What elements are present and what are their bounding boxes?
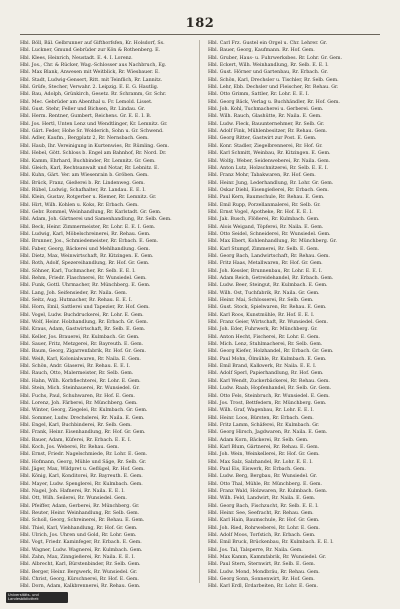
left-column-entry: Hbl. Dorn, Adam, Kalkbrennerei, Rr. Rehau. Gem. [20, 584, 141, 590]
right-column-entry: Hbl. Mich. Lenz, Stuhlmacherei, Rr. Selb. Gem. [208, 342, 323, 348]
right-column [208, 40, 384, 590]
left-column-entry: Hbl. Jos. Hertl, Unten Lenz und Wendtlinger, Kr. Lemnitz. Gr. [20, 121, 168, 127]
left-column-entry: Hbl. Haub, Ihr. Vereinigung in Kurtenwies, Rr. Rümling. Gem. [20, 143, 169, 149]
left-column-entry: Hbl. Söhner, Karl, Tuchmacher, Rr. Selb. E. E. I. [20, 268, 136, 274]
right-column-entry: Hbl. Karl Erdl, Erdarbeiten, Rr. Lohr. E. Gem. [208, 584, 319, 590]
left-column-entry: Hbl. Christ, Georg, Kürschnerei, Rr. Hof. E. Gem. [20, 577, 139, 583]
left-column-entry: Hbl. Schön, Andr. Glaserei, Rr. Rehau. E. E. I. [20, 364, 131, 370]
right-column-entry: Hbl. Joh. Kessler, Brunnenbau, Rr. Lohr. E. E. I. [208, 268, 323, 274]
right-column-entry: Hbl. Karl Roos, Kunstmühle, Rr. Hof. E. E. I. [208, 312, 315, 318]
right-column-entry: Hbl. Max Kamm, Kammfabrik, Rr. Wunsiedel. Gr. [208, 555, 327, 561]
left-column-entry: Hbl. Hofmann, Georg, Mühle und Säge, Rr. Selb. Gr. [20, 459, 147, 465]
library-stamp [6, 592, 68, 603]
left-column-entry: Hbl. Hebel, Gött. Schloss b. Engel am Bahnhof, Rr. Nord. Dr. [20, 151, 167, 157]
left-column-entry: Hbl. Brunner, Jos., Schmiedemeister, Rr. Erbach. E. Gem. [20, 239, 159, 245]
left-column-entry: Hbl. Vogt, Friedr. Kaminfeger, Rr. Erbach. E. Gem. [20, 540, 142, 546]
left-column-entry: Hbl. Jäger, Max, Wildpret u. Geflügel, Rr. Hof. Gem. [20, 466, 145, 472]
right-column-entry: Hbl. Joh. Wein, Weinkellerei, Rr. Hof. Gr. Gem. [208, 452, 320, 458]
left-column-entry: Hbl. Keller, Jos. Brauerei, Rr. Kulmbach. Gr. Gem. [20, 334, 140, 340]
right-column-entry: Hbl. Adam Reich, Getreidehandel, Rr. Erbach. Gem. [208, 276, 334, 281]
left-column-entry: Hbl. Bauer, Adam, Küferei, Rr. Erbach. E. E. I. [20, 437, 132, 443]
left-column-entry: Hbl. Ernst, Friedr. Nagelschmiede, Rr. Lohr. E. Gem. [20, 452, 148, 458]
left-column-entry: Hbl. Thiel, Karl, Viehhandlung, Rr. Hof. Gr. Gem. [20, 525, 138, 531]
right-column-entry: Hbl. Joh. Kohl, Tuchmacherei u. Gerberei. Gem. [208, 107, 324, 113]
right-column-entry: Hbl. Max Salz, Salzhandel, Rr. Lohr. E. E. I. [208, 459, 313, 465]
right-column-entry: Hbl. Paul Eis, Eiswerk, Rr. Erbach. Gem. [208, 466, 306, 472]
right-column-entry: Hbl. Jak. Busch, Flößerei, Rr. Kulmbach. Gem. [208, 217, 320, 223]
right-column-entry: Hbl. Franz Geier, Wirtschaft, Rr. Wunsiedel. Gem. [208, 320, 329, 326]
left-column-entry: Hbl. Ott, Wilh. Seilerei, Rr. Wunsiedel. Gem. [20, 496, 127, 502]
left-column-entry: Hbl. Jos., Chr. & Rücker, Wag.-Schlosser aus Nachbruch, Eg. [20, 63, 167, 69]
right-column-entry: Hbl. Karl Wendt, Zuckerbäckerei, Rr. Rehau. Gem. [208, 378, 330, 384]
right-column-entry: Hbl. Paul Mohn, Ölmühle, Rr. Kulmbach. E. Gem. [208, 356, 327, 362]
right-column-entry: Hbl. Georg Bäck, Verlag u. Buchhändler, Rr. Hof. Gem. [208, 99, 340, 105]
right-column-entry: Hbl. Ludw. Raab, Hopfenhandel, Rr. Selb. Gr. Gem. [208, 386, 332, 392]
right-column-entry: Hbl. Fritz Lamm, Schäferei, Rr. Kulmbach. Gr. [208, 422, 320, 428]
right-column-entry: Hbl. Gust. Stock, Spielwaren, Rr. Rehau. E. Gem. [208, 305, 327, 311]
right-column-entry: Hbl. Carl Frz. Gustel ein Orgel u. Chr. Lehrer. Gr. [208, 41, 328, 46]
right-column-entry: Hbl. Wilh. Rauch, Glashütte, Rr. Naila. E. Gem. [208, 114, 322, 120]
left-column-entry: Hbl. Winter, Georg, Ziegelei, Rr. Kulmbach. Gr. Gem. [20, 408, 148, 414]
right-column-entry: Hbl. Karl Hain, Baumschule, Rr. Hof. Gr. Gem. [208, 518, 320, 524]
column-divider [199, 40, 200, 583]
left-column-entry: Hbl. Ludwig, Karl, Möbelschreinerei, Rr. Rehau. Gem. [20, 231, 151, 237]
left-column-entry: Hbl. Böll, Bäl. Gelbrunner auf Gifthorfsfen, Kr. Holsdorf, Ss. [20, 41, 165, 46]
right-column-entry: Hbl. Ludw. Fleck, Bauunternehmer, Rr. Selb. Gr. [208, 121, 325, 127]
left-column-entry: Hbl. Klein, Gustav, Rotgerber u. Riemer, Rr. Lemnitz. Gr. [20, 195, 157, 201]
left-column-entry: Hbl. Beck, Heinr. Zimmermeister, Rr. Lohr. E. E. I. Gem. [20, 224, 156, 230]
right-column-entry: Hbl. Anton Hecht, Fischerei, Rr. Lohr. E. Gem. [208, 334, 320, 340]
right-column-entry: Hbl. Georg Bach, Landwirtschaft, Rr. Rehau. Gem. [208, 253, 330, 259]
left-column-entry: Hbl. Mayer, Ludw. Spenglerei, Rr. Kulmbach. Gem. [20, 481, 143, 487]
right-column-entry: Hbl. Ludw. Berg, Bergbau, Rr. Wunsiedel. Gr. [208, 474, 318, 480]
right-column-entry: Hbl. Georg Hirsch, Jagdwaren, Rr. Naila. E. Gem. [208, 430, 328, 436]
left-column-entry: Hbl. Gust. Stehr, Feller und Bichsen, Rr. Lindau. Gr. [20, 107, 146, 113]
right-column-entry: Hbl. Franz Mohr, Tabakwaren, Rr. Hof. Gem. [208, 173, 316, 179]
left-column-entry: Hbl. Mec. Gebrüder am Abenthal u. Fr. Lemold. Lisset. [20, 99, 153, 105]
left-column-entry: Hbl. Klees, Heinrich, Neustadt. E. 4. I. Lorenz. [20, 55, 133, 61]
right-column-entry: Hbl. Otto Grimm, Sattler, Rr. Lohr. E. E. I. [208, 92, 309, 98]
left-column-entry: Hbl. Faber, Georg, Bäckerei und Mehlhandlung. Gem. [20, 246, 150, 252]
left-column-entry: Hbl. Ulrich, Jos. Uhren und Gold, Rr. Lohr. Gem. [20, 533, 137, 539]
right-column-entry: Hbl. Emil Rupp, Porzellanmalerei, Rr. Selb. Gr. [208, 202, 321, 208]
right-column-entry: Hbl. Joh. Ried, Rohrweberei, Rr. Lohr. E. Gem. [208, 525, 320, 531]
right-column-entry: Hbl. Otto Seidel, Schneiderei, Rr. Wunsiedel. Gem. [208, 231, 331, 237]
left-column-entry: Hbl. Kamm, Ehrhard, Buchbinder, Rr. Lemnitz. Gr. Gem. [20, 158, 156, 164]
left-column-entry: Hbl. Seitz, Aug. Hutmacher, Rr. Rehau. E. E. I. [20, 298, 133, 304]
right-column-entry: Hbl. Karl Blum, Gärtnerei, Rr. Rehau. E. Gem. [208, 444, 320, 450]
left-column-entry: Hbl. Stein, Mich. Steinhauerei, Rr. Wunsiedel. Gr. [20, 386, 140, 392]
right-column-entry: Hbl. Heinr. Loos, Bürsten, Rr. Erbach. Gem. [208, 415, 314, 421]
right-column-entry: Hbl. Gust. Hörner und Gartenbau, Rr. Erbach. Gr. [208, 70, 328, 76]
left-column-entry: Hbl. Herm. Rentner, Gumbert, Reichens. Gr. E. E. I. B. [20, 114, 152, 120]
right-column-entry: Hbl. Georg Ritter, Gastwirt zur Post. E. Gem. [208, 136, 317, 142]
right-column-entry: Hbl. Heinr. Jung, Lederhandlung, Rr. Lohr. Gr. Gem. [208, 180, 334, 186]
left-column-entry: Hbl. Gleich, Karl, Rechtsanwalt und Notar, Rr. Lebnitz. E. [20, 165, 160, 171]
left-column-entry: Hbl. Wagner, Ludw. Wagnerei, Rr. Kulmbach. Gem. [20, 547, 143, 553]
left-column-entry: Hbl. Roth, Adolf, Spezereihandlung, Rr. Hof. Gr. Gem. [20, 261, 150, 267]
left-column-entry: Hbl. Pfeiffer, Adam, Gerberei, Rr. Münchberg. Gr. [20, 503, 140, 509]
right-column-entry: Hbl. Wolfg. Weber, Seidenweberei, Rr. Naila. Gem. [208, 158, 331, 164]
left-column-entry: Hbl. Scholl, Georg, Schreinerei, Rr. Rehau. E. Gem. [20, 518, 145, 524]
right-column-entry: Hbl. Heinr. See, Seefracht, Rr. Rehau. Gem. [208, 511, 314, 516]
right-column-entry: Hbl. Anton Lutz, Holzschnitzerei, Rr. Selb. E. E. I. [208, 165, 329, 171]
left-column-entry: Hbl. Kraus, Adam, Gastwirtschaft, Rr. Selb. E. Gem. [20, 327, 146, 333]
right-column-entry: Hbl. Gruber, Haus- u. Fuhrwerksbes. Rr. Lohr. Gr. Gem. [208, 55, 342, 61]
right-column-entry: Hbl. Konr. Stadler, Ziegelbrennerei, Rr. Hof. Gr. [208, 143, 323, 149]
right-column-entry: Hbl. Schön, Karl, Drechsler u. Tischler, Rr. Selb. Gem. [208, 77, 339, 83]
right-column-entry: Hbl. Ludw. Mond, Mondbräu, Rr. Rehau. Gem. [208, 569, 320, 575]
right-column-entry: Hbl. Oskar Diehl, Eisengießerei, Rr. Erbach. Gem. [208, 187, 329, 193]
right-column-entry: Hbl. Adolf Moos, Torfstich, Rr. Erbach. Gem. [208, 533, 316, 539]
right-column-entry: Hbl. Max Ebert, Kohlenhandlung, Rr. Münchberg. Gr. [208, 239, 337, 245]
right-column-entry: Hbl. Joh. Eder, Fuhrwerk, Rr. Münchberg. Gr. [208, 327, 318, 333]
left-column-entry: Hbl. Kuhn, Gärt. Ver. am Wiesenrain b. Gröben. Gem. [20, 173, 149, 179]
right-column-entry: Hbl. Wilh. Feld, Landwirt, Rr. Naila. E. Gem. [208, 496, 316, 502]
left-column-entry: Hbl. Funk, Gottl. Uhrmacher, Rr. Münchberg. E. Gem. [20, 283, 151, 289]
right-column-entry: Hbl. Wilh. Ost, Tuchfabrik, Rr. Naila. Gr. Gem. [208, 290, 320, 296]
right-column-entry: Hbl. Wilh. Graf, Wagenbau, Rr. Lohr. E. E. I. [208, 408, 314, 414]
right-column-entry: Hbl. Emil Bruck, Brückenbau, Rr. Kulmbach. E. E. I. [208, 540, 334, 546]
left-column-entry: Hbl. König, Karl, Konditorei, Rr. Bayreuth. E. Gem. [20, 474, 143, 480]
library-stamp-line2: Landesbibliothek [8, 597, 39, 602]
library-stamp-line1: Universitäts- und [8, 592, 39, 597]
right-column-entry: Hbl. Otto Thal, Mühle, Rr. Münchberg. E. Gem. [208, 481, 323, 487]
right-column-entry: Hbl. Heinr. Mai, Schlosserei, Rr. Selb. Gem. [208, 298, 314, 304]
left-column-entry: Hbl. Rehm, Friedr. Flaschnerei, Rr. Wunsiedel. Gem. [20, 276, 147, 281]
header-rule [20, 34, 380, 35]
left-column-entry: Hbl. Nagel, Joh. Hafnerei, Rr. Naila. E. E. I. [20, 488, 125, 494]
left-column-entry: Hbl. Koch, Jos. Weberei, Rr. Rehau. Gem. [20, 444, 120, 450]
right-column-entry: Hbl. Jos. Trost, Bettfedern, Rr. Münchberg. Gem. [208, 400, 327, 406]
left-column-entry: Hbl. Stadt, Ludwig-Gensert, Ritt. mit Teinflich, Rr. Lannitz. [20, 77, 163, 83]
right-column-entry: Hbl. Georg Bach, Fischzucht, Rr. Selb. E. E. I. [208, 503, 319, 509]
right-column-entry: Hbl. Karl Stumpf, Zimmerei, Rr. Selb. E. Gem. [208, 246, 320, 252]
right-column-entry: Hbl. Emil Brand, Kalkwerk, Rr. Naila. E. E. I. [208, 364, 317, 370]
right-column-entry: Hbl. Paul Stern, Sternwirt, Rr. Selb. E. Gem. [208, 562, 316, 568]
left-column-entry: Hbl. Hahn, Wilh. Korbflechterei, Rr. Lohr. E. Gem. [20, 378, 141, 384]
left-column-entry: Hbl. Brück, Franz, Gießerei b. Rr. Lindenweg. Gem. [20, 180, 145, 186]
left-column-entry: Hbl. Luckner, Gmund Gebrüder zur Kön & Rothenberg. E. [20, 48, 161, 54]
right-column-entry: Hbl. Georg Kiefer, Holzhandel, Rr. Erbach. Gr. Gem. [208, 349, 334, 355]
right-column-entry: Hbl. Adolf Sperl, Papierhandlung, Rr. Hof. Gem. [208, 371, 324, 377]
right-column-entry: Hbl. Otto Fels, Steinbruch, Rr. Wunsiedel. E. Gem. [208, 393, 330, 399]
right-column-entry: Hbl. Adam Korn, Bäckerei, Rr. Selb. Gem. [208, 437, 309, 443]
left-column-entry: Hbl. Lorenz, Joh. Färberei, Rr. Münchberg. Gem. [20, 400, 138, 406]
right-column-entry: Hbl. Franz Wald, Holzwaren, Rr. Kulmbach. Gem. [208, 488, 328, 494]
left-column-entry: Hbl. Fuchs, Paul, Schuhwaren, Rr. Hof. E. Gem. [20, 393, 135, 399]
left-column-entry: Hbl. Horn, Emil, Sattlerei und Tapezier, Rr. Hof. Gem. [20, 305, 150, 311]
left-column-entry: Hbl. Gärt. Feder, Hohe Sr. Wolderich, Sohn u. Gr. Schwend. [20, 129, 164, 135]
left-column-entry: Hbl. Dietz, Max, Weinwirtschaft, Rr. Kitzingen. E. Gem. [20, 253, 154, 259]
left-column-entry: Hbl. Baum, Georg, Zigarrenfabrik, Rr. Hof. Gr. Gem. [20, 349, 146, 355]
left-column-entry: Hbl. Berger, Heinr. Bergwerk, Rr. Wunsiedel. Gr. [20, 569, 138, 575]
left-column-entry: Hbl. Sauer, Fritz, Metzgerei, Rr. Bayreuth. E. Gem. [20, 342, 144, 348]
left-column-entry: Hbl. Adam, Joh. Gärtnerei und Samenhandlung, Rr. Selb. Gem. [20, 217, 172, 223]
left-column [20, 40, 196, 590]
right-column-entry: Hbl. Karl Schmitt, Weinbau, Rr. Kitzingen. E. Gem. [208, 151, 331, 157]
left-column-entry: Hbl. Adler, Kaufm., Bergplatz 2, Rr. Nernsbach. Gem. [20, 136, 149, 142]
left-column-entry: Hbl. Engel, Karl, Buchbinderei, Rr. Selb. Gem. [20, 422, 132, 428]
left-column-entry: Hbl. Lang, Joh. Seifensieder, Rr. Naila. Gem. [20, 290, 128, 296]
left-column-entry: Hbl. Frank, Heinr. Eisenhandlung, Rr. Hof. Gr. Gem. [20, 430, 146, 436]
left-column-entry: Hbl. Hirt, Wilh. Kohlen u. Koks, Rr. Erbach. Gem. [20, 202, 139, 208]
left-column-entry: Hbl. Vogel, Ludw. Buchdruckerei, Rr. Lohr. E. Gem. [20, 312, 144, 318]
right-column-entry: Hbl. Ernst Vogel, Apotheke, Rr. Hof. E. E. I. [208, 209, 313, 215]
left-column-entry: Hbl. Sommer, Ludw. Drechslerei, Rr. Naila. E. Gem. [20, 415, 145, 421]
right-column-entry: Hbl. Paul Kern, Baumschule, Rr. Rehau. E. Gem. [208, 195, 325, 201]
right-column-entry: Hbl. Georg Sonn, Sonnenwirt, Rr. Hof. Gem. [208, 577, 315, 583]
left-column-entry: Hbl. Rauch, Otto, Malermeister, Rr. Selb. Gem. [20, 371, 134, 377]
left-column-entry: Hbl. Weiß, Karl, Kolonialwaren, Rr. Naila. E. Gem. [20, 356, 141, 362]
left-column-entry: Hbl. Albrecht, Karl, Bürstenbinder, Rr. Selb. Gem. [20, 562, 141, 568]
page-number: 182 [185, 16, 215, 31]
right-column-entry: Hbl. Lehr, Ebb. Dechsler und Fleischer, Rr. Rehau. Gr. [208, 85, 339, 91]
left-column-entry: Hbl. Zahn, Max, Zinngießerei, Rr. Naila. E. E. I. [20, 555, 135, 561]
left-column-entry: Hbl. Reuter, Heinr. Weinhandlung, Rr. Selb. Gem. [20, 511, 140, 516]
right-column-entry: Hbl. Ludw. Beer, Steingut, Rr. Kulmbach. E. Gem. [208, 283, 328, 289]
right-column-entry: Hbl. Fritz Haas, Metallwaren, Rr. Hof. Gr. Gem. [208, 261, 323, 267]
right-column-entry: Hbl. Eckert, Wilh. Weinhandlung, Rr. Selb. E. E. I. [208, 63, 329, 69]
left-column-entry: Hbl. Gebr. Rommel, Weinhandlung, Rr. Karlstadt. Gr. Gem. [20, 209, 162, 215]
right-column-entry: Hbl. Alois Weigand, Töpferei, Rr. Naila. E. Gem. [208, 224, 324, 230]
right-column-entry: Hbl. Adolf Fink, Mühlenbesitzer, Rr. Rehau. Gem. [208, 129, 328, 135]
left-column-entry: Hbl. Wolf, Heinr. Holzhandlung, Rr. Erbach. Gr. Gem. [20, 320, 149, 326]
right-column-entry: Hbl. Jos. Tal, Talsperre, Rr. Naila. Gem. [208, 547, 303, 553]
left-column-entry: Hbl. Grüfe, Stecher, Verwahr. 2. Leipzig. E. E. G. Hautlig. [20, 85, 159, 91]
left-column-entry: Hbl. Rübel, Ludwig, Schafhalter, Rr. Landau. E. E. I. [20, 187, 146, 193]
right-column-entry: Hbl. Bauer, Georg, Kaufmann. Rr. Hof. Gem. [208, 48, 315, 54]
left-column-entry: Hbl. Bau, Adolph, Grünkirch, Gesetz. Rr. Schramm, Gr. Schr. [20, 92, 167, 98]
left-column-entry: Hbl. Max Blank, Anwesen mit Weitblick, Rr. Wiesbauer. E. [20, 70, 160, 76]
